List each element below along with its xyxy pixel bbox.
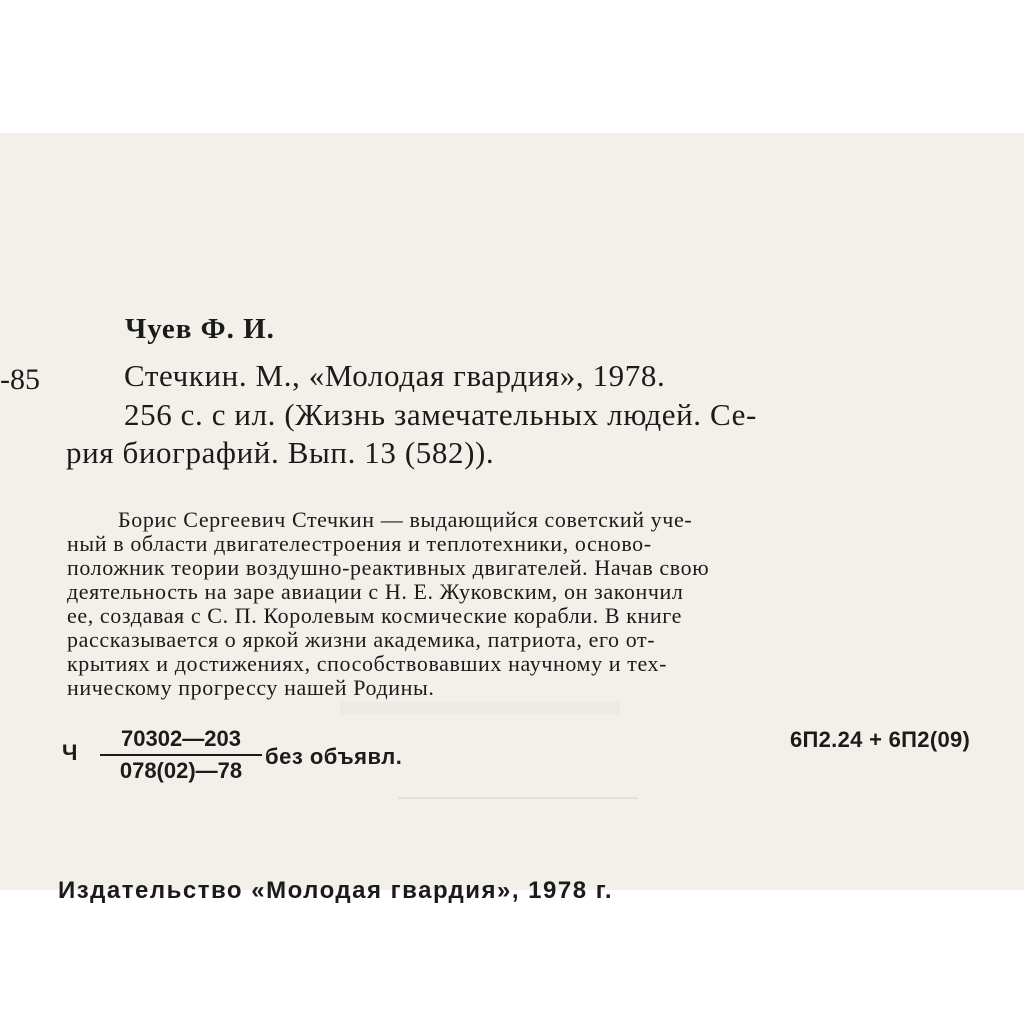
no-advertisement-note: без объявл. <box>265 744 403 769</box>
annotation-line-8: ническому прогрессу нашей Родины. <box>67 675 435 700</box>
index-letter: Ч <box>62 740 78 765</box>
show-through-smudge <box>340 702 620 714</box>
annotation-line-3: положник теории воздушно-реактивных двигателей. Начав свою <box>67 555 710 580</box>
catalog-number: -85 <box>0 363 40 396</box>
annotation-line-6: рассказывается о яркой жизни академика, патриота, его от- <box>67 627 656 652</box>
annotation-line-7: крытиях и достижениях, способствовавших научному и тех- <box>67 651 668 676</box>
annotation-line-2: ный в области двигателестроения и теплотехники, осново- <box>67 531 652 556</box>
bibliography-line-2: 256 с. с ил. (Жизнь замечательных людей. Се- <box>124 397 757 432</box>
faint-divider <box>398 797 638 799</box>
classification-code: 6П2.24 + 6П2(09) <box>790 727 971 752</box>
annotation-line-4: деятельность на заре авиации с Н. Е. Жуковским, он закончил <box>67 579 684 604</box>
index-fraction <box>100 726 262 784</box>
annotation-line-5: ее, создавая с С. П. Королевым космические корабли. В книге <box>67 603 682 628</box>
index-numerator: 70302—203 <box>100 726 262 756</box>
bibliography-line-1: Стечкин. М., «Молодая гвардия», 1978. <box>124 358 666 393</box>
catalog-card-paper <box>0 133 1024 904</box>
annotation-line-1: Борис Сергеевич Стечкин — выдающийся советский уче- <box>118 507 693 532</box>
publisher-imprint: Издательство «Молодая гвардия», 1978 г. <box>58 877 613 904</box>
author-name: Чуев Ф. И. <box>125 313 275 345</box>
index-denominator: 078(02)—78 <box>119 758 243 783</box>
bibliography-line-3: рия биографий. Вып. 13 (582)). <box>66 435 495 470</box>
